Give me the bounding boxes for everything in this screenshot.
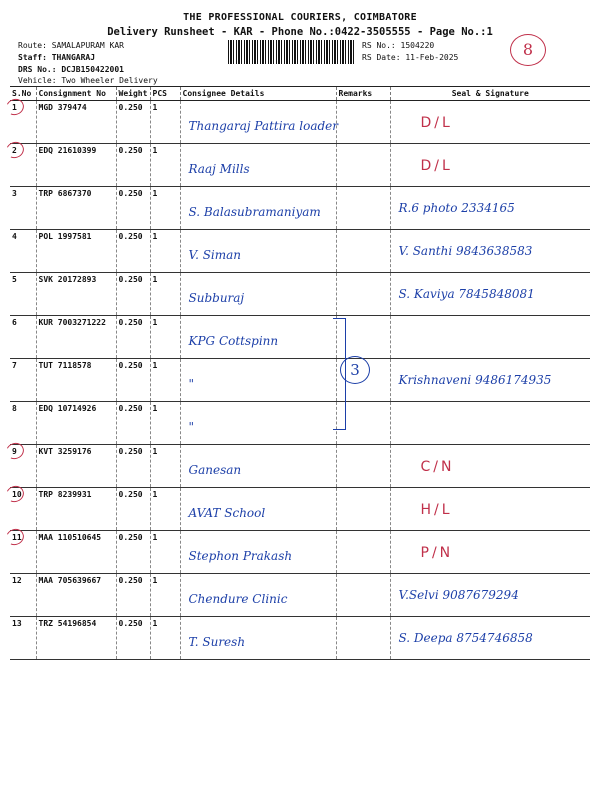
sno-cell [10,574,36,617]
pcs-cell-text: 1 [152,103,158,112]
seal-cell [390,101,590,144]
weight-cell-text: 0.250 [118,404,143,413]
handwritten-signature: H/L [420,502,453,518]
handwritten-signature: R.6 photo 2334165 [398,201,515,215]
seal-cell [390,617,590,660]
table-row [10,144,590,187]
pcs-cell-text: 1 [152,318,158,327]
consignee-cell [180,230,336,273]
pcs-cell [150,445,180,488]
handwritten-signature: S. Deepa 8754746858 [398,631,533,645]
consignment-cell [36,187,116,230]
table-row [10,316,590,359]
table-row [10,617,590,660]
table-row [10,273,590,316]
remarks-cell [336,144,390,187]
pcs-cell-text: 1 [152,447,158,456]
sno-cell-text: 10 [12,490,22,499]
consignee-cell [180,101,336,144]
pcs-cell-text: 1 [152,189,158,198]
seal-cell [390,445,590,488]
weight-cell-text: 0.250 [118,232,143,241]
handwritten-signature: D/L [420,115,453,131]
seal-cell [390,316,590,359]
weight-cell [116,101,150,144]
seal-cell [390,230,590,273]
weight-cell-text: 0.250 [118,318,143,327]
pcs-cell-text: 1 [152,576,158,585]
remarks-cell [336,445,390,488]
handwritten-consignee: V. Siman [188,248,242,262]
sno-cell-text: 6 [12,318,17,327]
consignment-cell [36,445,116,488]
seal-cell [390,273,590,316]
sno-cell [10,488,36,531]
route-label: Route: SAMALAPURAM KAR [18,41,124,50]
seal-cell [390,488,590,531]
sno-cell-text: 11 [12,533,22,542]
weight-cell [116,402,150,445]
consignment-cell [36,359,116,402]
handwritten-consignee: Subburaj [188,291,245,305]
weight-cell-text: 0.250 [118,275,143,284]
consignment-cell [36,402,116,445]
sno-cell-text: 2 [12,146,17,155]
consignment-cell-text: SVK 20172893 [38,275,97,284]
table-row [10,101,590,144]
consignment-cell [36,144,116,187]
col-sno: S.No [10,87,36,101]
consignment-cell [36,316,116,359]
handwritten-signature: Krishnaveni 9486174935 [398,373,552,387]
sno-cell [10,402,36,445]
seal-cell [390,359,590,402]
weight-cell-text: 0.250 [118,361,143,370]
consignee-cell [180,617,336,660]
pcs-cell [150,316,180,359]
handwritten-consignee: " [188,420,195,434]
sno-cell [10,273,36,316]
table-row [10,402,590,445]
tick-mark-icon [4,526,26,547]
tick-mark-icon [4,483,26,504]
handwritten-consignee: " [188,377,195,391]
weight-cell [116,144,150,187]
col-weight: Weight [116,87,150,101]
sno-cell-text: 5 [12,275,17,284]
pcs-cell-text: 1 [152,404,158,413]
handwritten-consignee: T. Suresh [188,635,246,649]
pcs-cell [150,617,180,660]
sno-cell [10,445,36,488]
col-details: Consignee Details [180,87,336,101]
consignment-cell-text: MGD 379474 [38,103,87,112]
pcs-cell-text: 1 [152,232,158,241]
weight-cell-text: 0.250 [118,576,143,585]
consignment-cell [36,273,116,316]
pcs-cell [150,359,180,402]
consignee-cell [180,316,336,359]
handwritten-consignee: S. Balasubramaniyam [188,205,321,219]
pcs-cell-text: 1 [152,490,158,499]
sno-cell-text: 1 [12,103,17,112]
drs-label: DRS No.: DCJB150422001 [18,65,124,74]
weight-cell-text: 0.250 [118,619,143,628]
table-row [10,574,590,617]
seal-cell [390,187,590,230]
pcs-cell-text: 1 [152,533,158,542]
handwritten-consignee: KPG Cottspinn [188,334,279,348]
pcs-cell [150,230,180,273]
consignment-cell-text: POL 1997581 [38,232,92,241]
weight-cell [116,316,150,359]
handwritten-consignee: Thangaraj Pattira loader [188,119,338,133]
weight-cell [116,187,150,230]
seal-cell [390,402,590,445]
sno-cell-text: 13 [12,619,22,628]
remarks-cell [336,187,390,230]
rs-date: RS Date: 11-Feb-2025 [362,53,459,62]
table-row [10,445,590,488]
handwritten-signature: P/N [420,545,454,561]
seal-cell [390,144,590,187]
consignee-cell [180,402,336,445]
table-row [10,488,590,531]
pcs-cell-text: 1 [152,619,158,628]
sno-cell-text: 4 [12,232,17,241]
remarks-cell [336,617,390,660]
consignment-cell-text: KUR 7003271222 [38,318,106,327]
pcs-cell [150,144,180,187]
pcs-cell [150,531,180,574]
weight-cell-text: 0.250 [118,189,143,198]
consignee-cell [180,445,336,488]
sno-cell [10,187,36,230]
handwritten-consignee: AVAT School [188,506,266,520]
seal-cell [390,574,590,617]
pcs-cell [150,574,180,617]
consignment-cell [36,574,116,617]
tick-mark-icon [4,139,26,160]
weight-cell [116,488,150,531]
sno-cell-text: 3 [12,189,17,198]
consignment-cell-text: KVT 3259176 [38,447,92,456]
pcs-cell [150,273,180,316]
consignment-cell-text: TRZ 54196854 [38,619,97,628]
weight-cell-text: 0.250 [118,103,143,112]
consignment-cell-text: EDQ 21610399 [38,146,97,155]
tick-mark-icon [4,96,26,117]
consignment-cell-text: TRP 6867370 [38,189,92,198]
weight-cell [116,445,150,488]
weight-cell-text: 0.250 [118,447,143,456]
consignee-cell [180,273,336,316]
handwritten-signature: D/L [420,158,453,174]
sno-cell [10,144,36,187]
handwritten-consignee: Chendure Clinic [188,592,288,606]
runsheet-subtitle: Delivery Runsheet - KAR - Phone No.:0422-3505555 - Page No.:1 [107,26,493,38]
sno-cell [10,101,36,144]
consignment-cell [36,488,116,531]
handwritten-signature: C/N [420,459,455,475]
page-mark-circle: 8 [510,34,546,66]
pcs-cell-text: 1 [152,275,158,284]
group-mark-circle: 3 [340,356,370,384]
consignment-cell [36,230,116,273]
company-title: THE PROFESSIONAL COURIERS, COIMBATORE [183,12,417,23]
col-pcs: PCS [150,87,180,101]
table-row [10,359,590,402]
remarks-cell [336,273,390,316]
pcs-cell-text: 1 [152,146,158,155]
remarks-cell [336,531,390,574]
pcs-cell-text: 1 [152,361,158,370]
sno-cell [10,617,36,660]
col-consignment: Consignment No [36,87,116,101]
remarks-cell [336,488,390,531]
pcs-cell [150,402,180,445]
table-row [10,531,590,574]
sno-cell [10,531,36,574]
consignment-cell-text: MAA 110510645 [38,533,102,542]
table-header [10,87,590,101]
weight-cell-text: 0.250 [118,533,143,542]
consignee-cell [180,531,336,574]
pcs-cell [150,101,180,144]
weight-cell [116,531,150,574]
consignment-cell-text: MAA 705639667 [38,576,102,585]
consignment-cell [36,617,116,660]
handwritten-signature: V.Selvi 9087679294 [398,588,519,602]
weight-cell [116,359,150,402]
sno-cell [10,230,36,273]
sno-cell [10,316,36,359]
remarks-cell [336,101,390,144]
weight-cell [116,230,150,273]
staff-label: Staff: THANGARAJ [18,53,96,62]
handwritten-consignee: Stephon Prakash [188,549,293,563]
pcs-cell [150,488,180,531]
seal-cell [390,531,590,574]
table-row [10,230,590,273]
handwritten-consignee: Ganesan [188,463,242,477]
weight-cell [116,617,150,660]
consignment-cell-text: TUT 7118578 [38,361,92,370]
table-row [10,187,590,230]
consignment-cell-text: TRP 8239931 [38,490,92,499]
vehicle-label: Vehicle: Two Wheeler Delivery [18,76,158,85]
consignment-cell-text: EDQ 10714926 [38,404,97,413]
weight-cell-text: 0.250 [118,146,143,155]
weight-cell [116,273,150,316]
consignee-cell [180,574,336,617]
weight-cell [116,574,150,617]
sno-cell [10,359,36,402]
consignee-cell [180,488,336,531]
consignee-cell [180,187,336,230]
barcode [228,40,356,64]
rs-number: RS No.: 1504220 [362,41,435,50]
col-remarks: Remarks [336,87,390,101]
pcs-cell [150,187,180,230]
tick-mark-icon [4,440,26,461]
consignment-cell [36,101,116,144]
consignee-cell [180,144,336,187]
consignment-cell [36,531,116,574]
sno-cell-text: 8 [12,404,17,413]
weight-cell-text: 0.250 [118,490,143,499]
sno-cell-text: 7 [12,361,17,370]
sno-cell-text: 12 [12,576,22,585]
remarks-cell [336,230,390,273]
sno-cell-text: 9 [12,447,17,456]
remarks-cell [336,574,390,617]
col-seal: Seal & Signature [390,87,590,101]
runsheet-table [10,86,590,660]
handwritten-signature: S. Kaviya 7845848081 [398,287,535,301]
handwritten-signature: V. Santhi 9843638583 [398,244,533,258]
handwritten-consignee: Raaj Mills [188,162,250,176]
consignee-cell [180,359,336,402]
